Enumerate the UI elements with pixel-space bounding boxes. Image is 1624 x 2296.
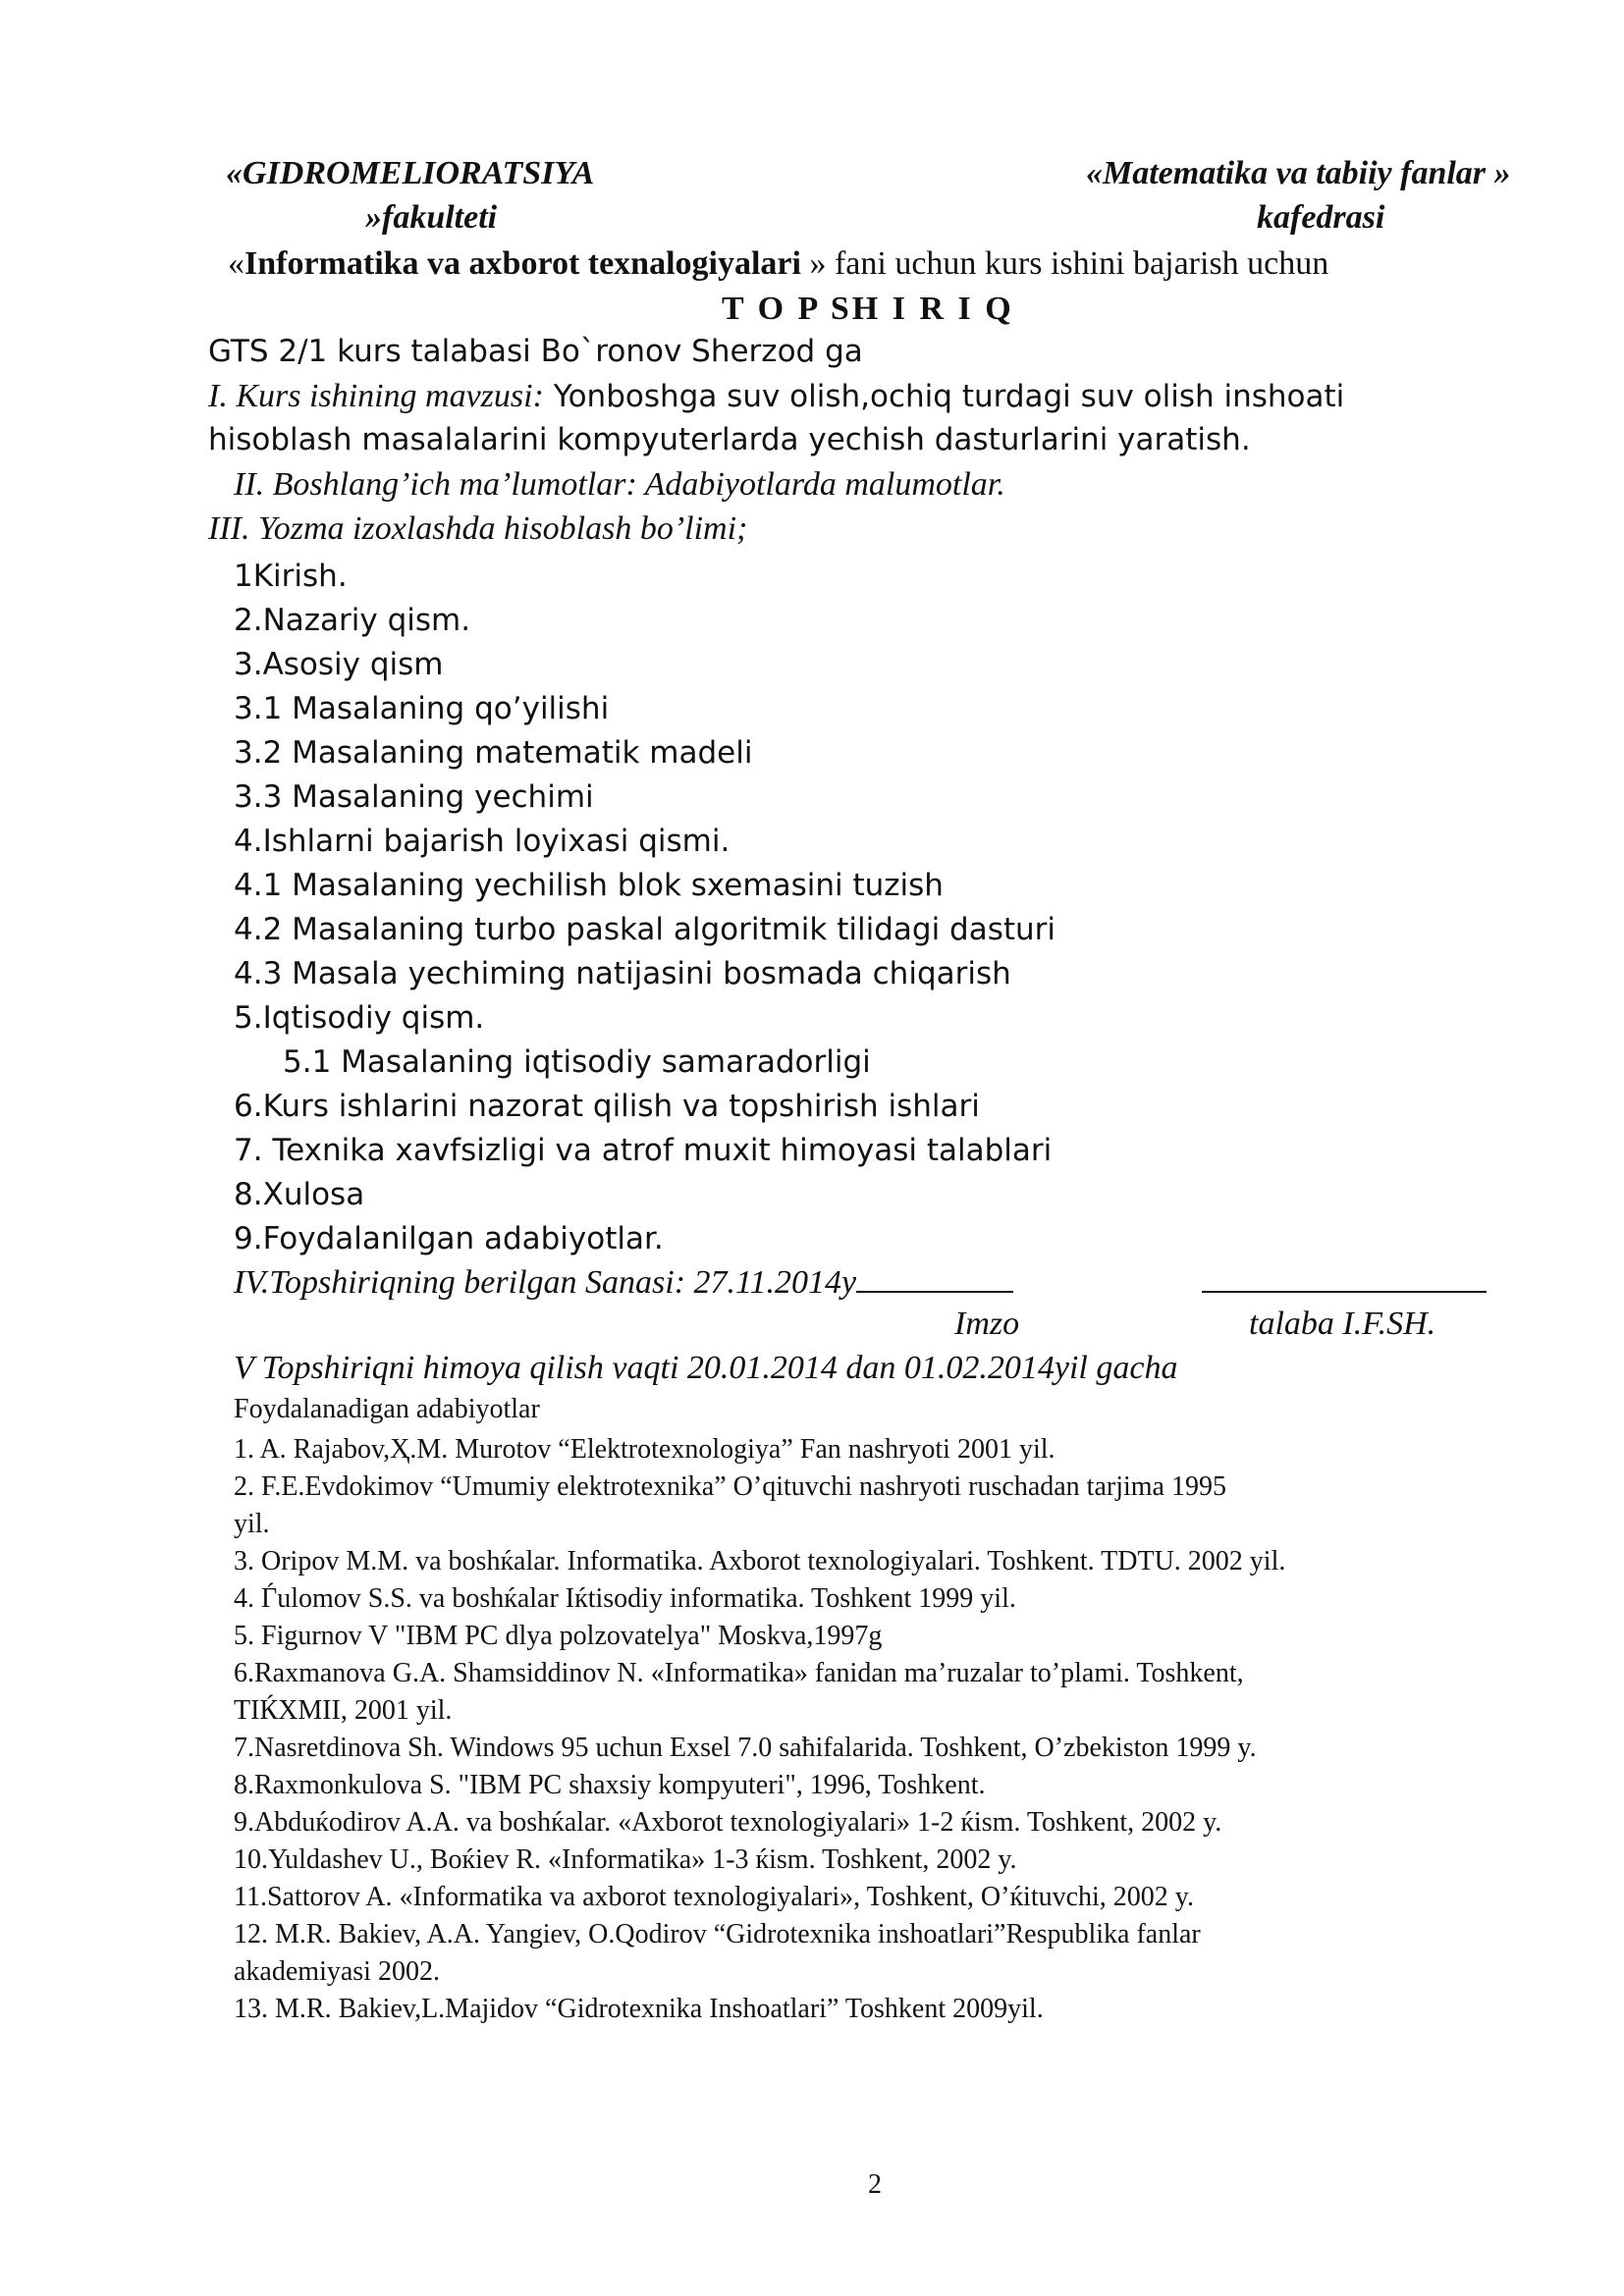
page-number: 2 [868,2169,882,2200]
initial-data-line: II. Boshlang’ich ma’lumotlar: Adabiyotlarda malumotlar. [234,466,1005,503]
reference-item: 11.Sattorov A. «Informatika va axborot texnologiyalari», Toshkent, O’ќituvchi, 2002 y. [234,1882,1194,1912]
topic-label: I. Kurs ishining mavzusi: [208,378,544,414]
reference-item: 6.Raxmanova G.A. Shamsiddinov N. «Informatika» fanidan ma’ruzalar to’plami. Toshkent, [234,1658,1244,1688]
reference-item: 7.Nasretdinova Sh. Windows 95 uchun Exsel 7.0 saћifalarida. Toshkent, O’zbekiston 1999 y. [234,1733,1257,1763]
issue-date-text: IV.Topshiriqning berilgan Sanasi: 27.11.2014y [234,1264,857,1301]
list-item: 5.Iqtisodiy qism. [234,1000,485,1036]
list-item: 4.3 Masala yechiming natijasini bosmada chiqarish [234,956,1011,991]
reference-item: TIЌXMII, 2001 yil. [234,1695,453,1726]
reference-item: 12. M.R. Bakiev, A.A. Yangiev, O.Qodirov “Gidrotexnika inshoatlari”Respublika fanlar [234,1919,1201,1949]
list-item: 3.Asosiy qism [234,647,444,682]
reference-item: 9.Abduќodirov A.A. va boshќalar. «Axborot texnologiyalari» 1-2 ќism. Toshkent, 2002 y. [234,1807,1222,1838]
calc-section-line: III. Yozma izoxlashda hisoblash bo’limi; [208,510,748,547]
contents-list [234,555,1056,1261]
reference-item: akademiyasi 2002. [234,1956,440,1987]
list-item: 4.Ishlarni bajarish loyixasi qismi. [234,824,731,859]
subject-line [228,245,1328,283]
defense-line: V Topshiriqni himoya qilish vaqti 20.01.2014 dan 01.02.2014yil gacha [234,1350,1178,1386]
reference-item: 10.Yuldashev U., Boќiev R. «Informatika» 1-3 ќism. Toshkent, 2002 y. [234,1844,1017,1875]
reference-item: 1. A. Rajabov,Ҳ.M. Murotov “Elektrotexnologiya” Fan nashryoti 2001 yil. [234,1434,1056,1465]
reference-item: 8.Raxmonkulova S. "IBM PC shaxsiy kompyuteri", 1996, Toshkent. [234,1770,986,1800]
department-name-line1: «Matematika va tabiiy fanlar » [1086,155,1511,191]
reference-item: 5. Figurnov V "IBM PC dlya polzovatelya" Moskva,1997g [234,1621,883,1651]
faculty-name-line2: »fakulteti [365,199,498,236]
reference-item: 2. F.E.Evdokimov “Umumiy elektrotexnika” O’qituvchi nashryoti ruschadan tarjima 1995 [234,1471,1226,1502]
reference-item: yil. [234,1509,270,1539]
list-item: 2.Nazariy qism. [234,603,471,638]
issue-date-line [234,1261,1013,1302]
list-item: 5.1 Masalaning iqtisodiy samaradorligi [283,1044,871,1080]
subject-name: Informatika va axborot texnalogiyalari [244,245,801,282]
list-item: 6.Kurs ishlarini nazorat qilish va topshirish ishlari [234,1089,980,1124]
reference-item: 13. M.R. Bakiev,L.Majidov “Gidrotexnika Inshoatlari” Toshkent 2009yil. [234,1994,1044,2024]
subject-rest: » fani uchun kurs ishini bajarish uchun [800,245,1329,282]
list-item: 4.2 Masalaning turbo paskal algoritmik tilidagi dasturi [234,912,1056,947]
student-label: talaba I.F.SH. [1249,1306,1436,1342]
faculty-name-line1: «GIDROMELIORATSIYA [226,155,595,191]
list-item: 3.3 Masalaning yechimi [234,779,594,815]
subject-open-quote: « [228,245,244,282]
list-item: 1Kirish. [234,559,348,594]
references-title: Foydalanadigan adabiyotlar [234,1394,540,1424]
list-item: 4.1 Masalaning yechilish blok sxemasini tuzish [234,868,944,903]
topic-line1 [208,378,1344,415]
topic-line2: hisoblash masalalarini kompyuterlarda yechish dasturlarini yaratish. [208,422,1251,457]
task-title: T O P SH I R I Q [722,291,1014,327]
list-item: 3.2 Masalaning matematik madeli [234,735,753,771]
references-list [234,1431,1285,2028]
list-item: 3.1 Masalaning qo’yilishi [234,691,610,726]
list-item: 8.Xulosa [234,1177,365,1212]
student-name-blank [1202,1261,1487,1293]
student-line: GTS 2/1 kurs talabasi Bo`ronov Sherzod ga [208,334,863,369]
reference-item: 4. Ѓulomov S.S. va boshќalar Iќtisodiy informatika. Toshkent 1999 yil. [234,1583,1016,1614]
reference-item: 3. Oripov M.M. va boshќalar. Informatika. Axborot texnologiyalari. Toshkent. TDTU. 2002 yil. [234,1546,1286,1576]
signature-blank [856,1261,1013,1293]
signature-label: Imzo [954,1306,1020,1342]
topic-text1: Yonboshga suv olish,ochiq turdagi suv olish inshoati [543,379,1345,414]
department-name-line2: kafedrasi [1257,199,1385,236]
list-item: 9.Foydalanilgan adabiyotlar. [234,1221,664,1256]
list-item: 7. Texnika xavfsizligi va atrof muxit himoyasi talablari [234,1133,1053,1168]
student-name-blank-wrap [1202,1261,1487,1298]
